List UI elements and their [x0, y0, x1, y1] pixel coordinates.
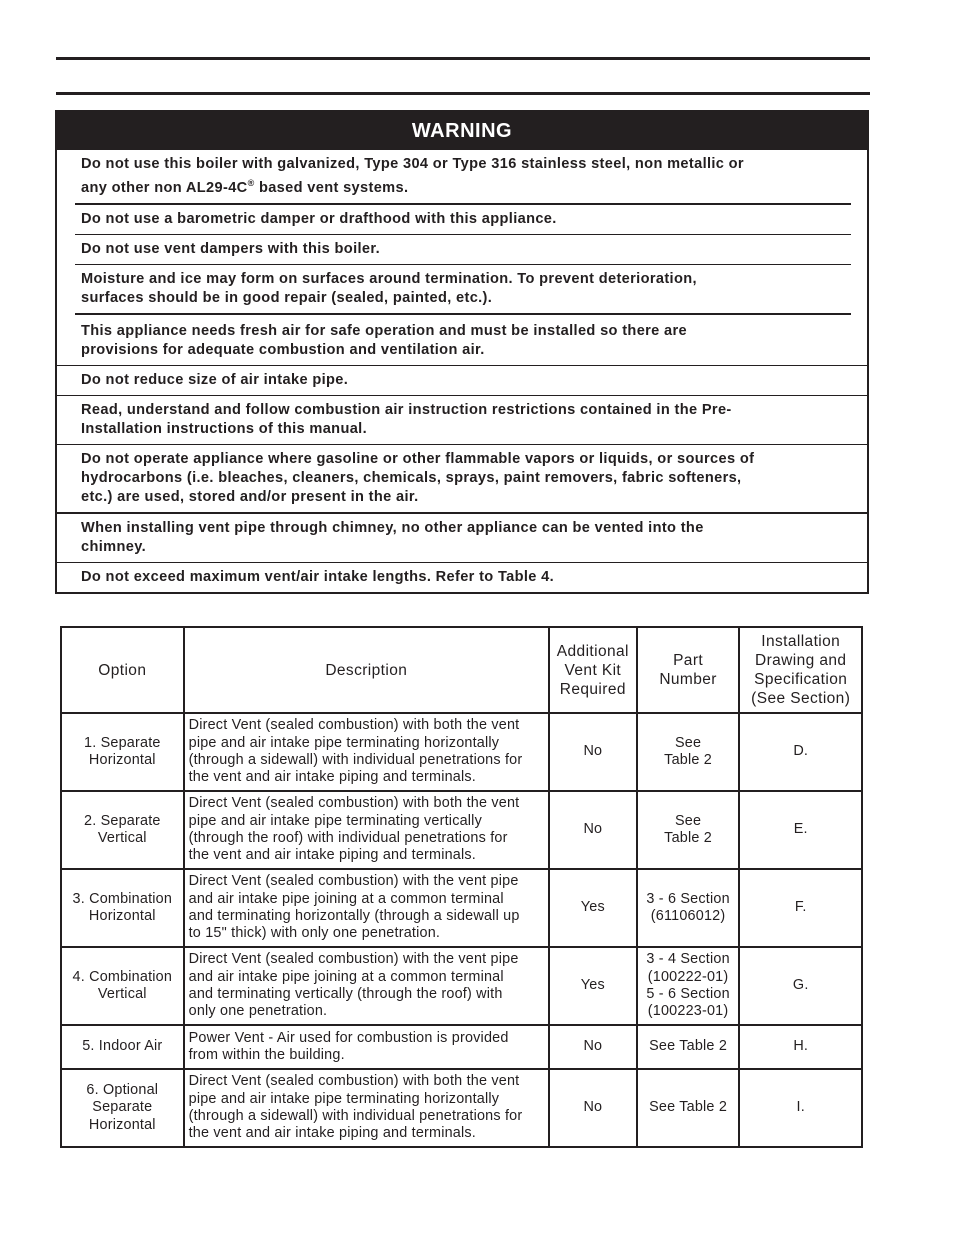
- cell-vent-kit: Yes: [549, 869, 637, 947]
- option-line: Horizontal: [88, 752, 156, 768]
- warning-item-barometric-damper: [75, 205, 851, 235]
- cell-part-number: [637, 947, 740, 1025]
- description-line: the vent and air intake piping and terminals.: [188, 1125, 476, 1142]
- part-line: (61106012): [650, 908, 726, 924]
- description-line: and terminating horizontally (through a sidewall up: [188, 908, 520, 924]
- description-line: and air intake pipe joining at a common terminal: [188, 890, 504, 907]
- cell-description: [184, 1025, 549, 1069]
- part-line: See: [674, 734, 702, 751]
- description-line: the vent and air intake piping and terminals.: [188, 847, 476, 864]
- warning-line: Installation instructions of this manual.: [81, 421, 367, 437]
- cell-part-number: [637, 869, 740, 947]
- second-rule: [56, 92, 870, 95]
- cell-description: [184, 791, 549, 869]
- part-line: Table 2: [664, 752, 712, 768]
- description-line: and terminating vertically (through the roof) with: [188, 986, 503, 1002]
- warning-line: provisions for adequate combustion and ventilation air.: [81, 342, 485, 358]
- cell-option: [61, 713, 184, 791]
- header-line: (See Section): [751, 690, 851, 707]
- cell-spec-section: E.: [739, 791, 862, 869]
- warning-line: Do not use this boiler with galvanized, Type 304 or Type 316 stainless steel, non metallic or: [81, 156, 744, 172]
- warning-line: This appliance needs fresh air for safe operation and must be installed so there are: [81, 323, 688, 339]
- cell-option: [61, 947, 184, 1025]
- description-line: Direct Vent (sealed combustion) with the vent pipe: [188, 951, 519, 968]
- description-line: Direct Vent (sealed combustion) with both the vent: [188, 717, 520, 734]
- warning-line-tail: based vent systems.: [254, 180, 409, 196]
- cell-description: [184, 947, 549, 1025]
- option-line: 2. Separate: [84, 812, 161, 829]
- description-line: to 15" thick) with only one penetration.: [188, 925, 441, 942]
- header-line: Additional: [556, 642, 629, 660]
- header-line: Part: [673, 652, 704, 669]
- part-line: (100222-01): [647, 968, 729, 985]
- warning-item-flammable-vapors: [57, 445, 867, 514]
- cell-option: [61, 791, 184, 869]
- description-line: pipe and air intake pipe terminating vertically: [188, 812, 482, 829]
- cell-spec-section: F.: [739, 869, 862, 947]
- cell-vent-kit: Yes: [549, 947, 637, 1025]
- option-line: Horizontal: [88, 908, 156, 924]
- header-line: Installation: [761, 633, 841, 650]
- option-line: Vertical: [97, 830, 147, 846]
- option-line: Horizontal: [88, 1116, 156, 1133]
- description-line: pipe and air intake pipe terminating horizontally: [188, 1090, 500, 1107]
- vent-options-table: [60, 626, 863, 1148]
- part-line: (100223-01): [647, 1003, 729, 1020]
- option-line: 1. Separate: [84, 734, 161, 751]
- cell-description: [184, 1069, 549, 1147]
- warning-line: hydrocarbons (i.e. bleaches, cleaners, chemicals, sprays, paint removers, fabric softeners,: [81, 470, 742, 486]
- header-line: Number: [659, 671, 717, 688]
- part-line: See Table 2: [649, 1099, 728, 1116]
- warning-item-air-intake-size: [57, 366, 867, 396]
- cell-option: [61, 1025, 184, 1069]
- cell-part-number: [637, 713, 740, 791]
- table-row: [61, 947, 862, 1025]
- cell-vent-kit: No: [549, 1069, 637, 1147]
- header-description: Description: [184, 627, 549, 713]
- cell-part-number: [637, 791, 740, 869]
- cell-vent-kit: No: [549, 713, 637, 791]
- description-line: the vent and air intake piping and terminals.: [188, 769, 476, 786]
- cell-spec-section: G.: [739, 947, 862, 1025]
- description-line: (through a sidewall) with individual penetrations for: [188, 1108, 523, 1124]
- warning-line: When installing vent pipe through chimney, no other appliance can be vented into the: [81, 520, 704, 536]
- description-line: Direct Vent (sealed combustion) with both the vent: [188, 795, 520, 812]
- warning-item-moisture-ice: [75, 265, 851, 315]
- table-header-row: [61, 627, 862, 713]
- header-line: Drawing and: [755, 652, 847, 669]
- warning-item-combustion-air-instructions: [57, 396, 867, 445]
- header-vent-kit: [549, 627, 637, 713]
- warning-item-chimney: [57, 514, 867, 563]
- warning-line: surfaces should be in good repair (sealed, painted, etc.).: [81, 290, 493, 306]
- header-line: Vent Kit: [564, 661, 622, 679]
- option-line: 3. Combination: [72, 890, 173, 907]
- top-rule: [56, 57, 870, 60]
- warning-line: Do not use a barometric damper or drafthood with this appliance.: [81, 211, 557, 227]
- header-part-number: [637, 627, 740, 713]
- warning-line: Do not reduce size of air intake pipe.: [81, 372, 349, 388]
- option-line: Vertical: [97, 986, 147, 1002]
- warning-item-max-lengths: [57, 563, 867, 592]
- cell-part-number: [637, 1025, 740, 1069]
- header-spec-section: [739, 627, 862, 713]
- description-line: Power Vent - Air used for combustion is provided: [188, 1029, 509, 1046]
- warning-line: any other non AL29-4C: [81, 180, 248, 196]
- part-line: 3 - 6 Section: [646, 890, 730, 907]
- header-line: Required: [559, 680, 626, 698]
- cell-option: [61, 869, 184, 947]
- cell-vent-kit: No: [549, 1025, 637, 1069]
- warning-line: Do not exceed maximum vent/air intake lengths. Refer to Table 4.: [81, 569, 555, 585]
- header-line: Specification: [754, 671, 848, 688]
- option-line: 5. Indoor Air: [82, 1038, 163, 1055]
- warning-line: Moisture and ice may form on surfaces around termination. To prevent deterioration,: [81, 271, 697, 287]
- option-line: Separate: [92, 1099, 153, 1116]
- warning-item-fresh-air: [57, 315, 867, 366]
- part-line: Table 2: [664, 830, 712, 846]
- option-line: 4. Combination: [72, 968, 173, 985]
- warning-item-galvanized: [75, 150, 851, 205]
- table-row: [61, 713, 862, 791]
- description-line: and air intake pipe joining at a common terminal: [188, 968, 504, 985]
- table-row: [61, 791, 862, 869]
- cell-description: [184, 713, 549, 791]
- description-line: Direct Vent (sealed combustion) with the vent pipe: [188, 873, 519, 890]
- cell-spec-section: D.: [739, 713, 862, 791]
- cell-vent-kit: No: [549, 791, 637, 869]
- warning-line: Read, understand and follow combustion air instruction restrictions contained in the Pre-: [81, 402, 732, 418]
- description-line: (through a sidewall) with individual penetrations for: [188, 752, 523, 768]
- table-row: [61, 869, 862, 947]
- part-line: See: [674, 812, 702, 829]
- cell-option: [61, 1069, 184, 1147]
- description-line: (through the roof) with individual penetrations for: [188, 830, 508, 846]
- header-option: Option: [61, 627, 184, 713]
- warning-item-vent-dampers: [75, 235, 851, 265]
- part-line: 3 - 4 Section: [646, 951, 730, 968]
- cell-spec-section: I.: [739, 1069, 862, 1147]
- cell-description: [184, 869, 549, 947]
- description-line: pipe and air intake pipe terminating horizontally: [188, 734, 500, 751]
- table-row: [61, 1025, 862, 1069]
- cell-spec-section: H.: [739, 1025, 862, 1069]
- warning-line: Do not use vent dampers with this boiler.: [81, 241, 380, 257]
- warning-line: etc.) are used, stored and/or present in the air.: [81, 489, 419, 505]
- cell-part-number: [637, 1069, 740, 1147]
- table-row: [61, 1069, 862, 1147]
- option-line: 6. Optional: [86, 1082, 159, 1099]
- warning-line: Do not operate appliance where gasoline or other flammable vapors or liquids, or sources of: [81, 451, 755, 467]
- part-line: See Table 2: [649, 1038, 728, 1055]
- part-line: 5 - 6 Section: [646, 986, 730, 1002]
- warning-line: chimney.: [81, 539, 146, 555]
- description-line: Direct Vent (sealed combustion) with both the vent: [188, 1073, 520, 1090]
- warning-box: [55, 110, 869, 594]
- description-line: only one penetration.: [188, 1003, 328, 1020]
- description-line: from within the building.: [188, 1047, 345, 1063]
- registered-mark: ®: [247, 178, 255, 188]
- warning-title: WARNING: [57, 110, 867, 150]
